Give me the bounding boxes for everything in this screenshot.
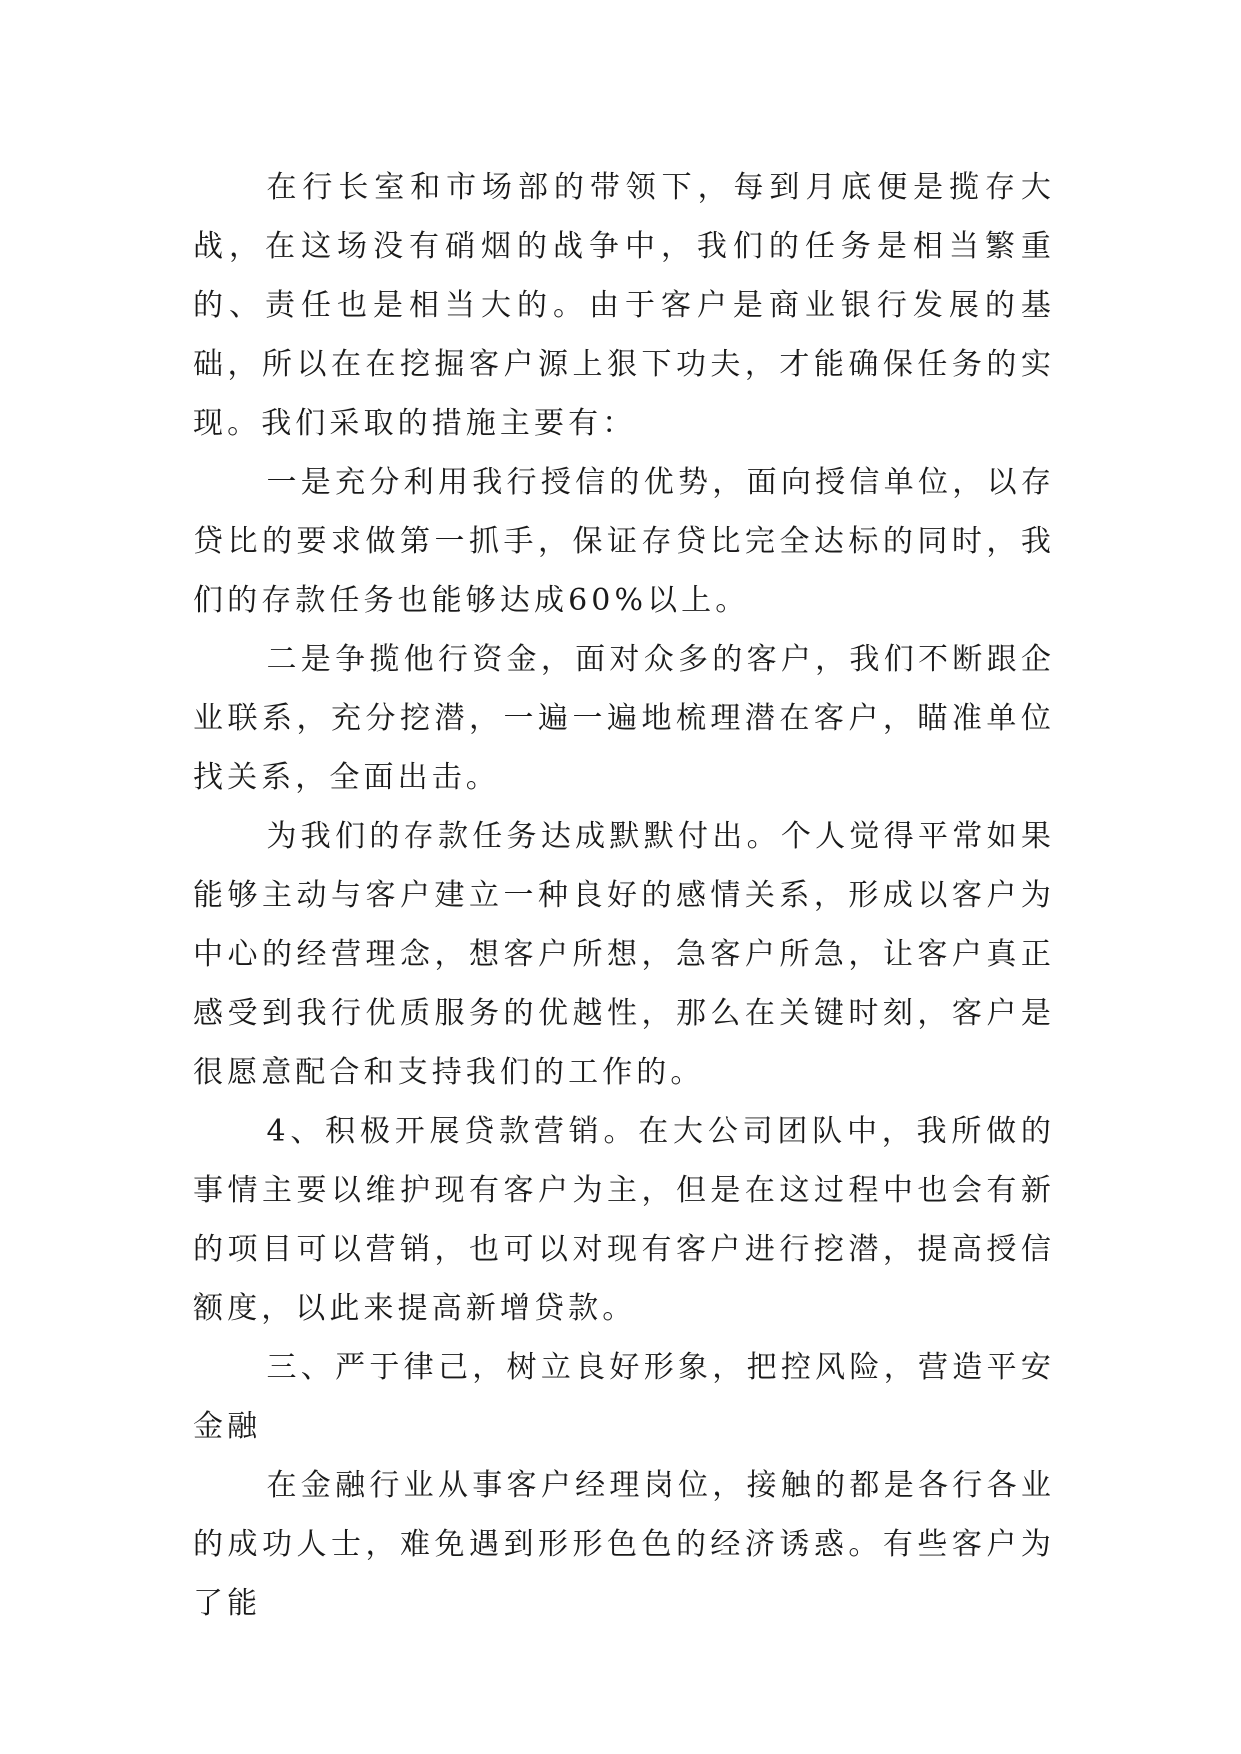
- paragraph-financial-temptation: 在金融行业从事客户经理岗位，接触的都是各行各业的成功人士，难免遇到形形色色的经济诱惑。有些客户为了能: [193, 1468, 1055, 1621]
- section-heading-self-discipline: 三、严于律己，树立良好形象，把控风险，营造平安金融: [193, 1350, 1055, 1444]
- paragraph-credit-advantage: 一是充分利用我行授信的优势，面向授信单位，以存贷比的要求做第一抓手，保证存贷比完全达标的同时，我们的存款任务也能够达成60%以上。: [193, 465, 1055, 618]
- paragraph-customer-relationship: 为我们的存款任务达成默默付出。个人觉得平常如果能够主动与客户建立一种良好的感情关系，形成以客户为中心的经营理念，想客户所想，急客户所急，让客户真正感受到我行优质服务的优越性，那么在关键时刻，客户是很愿意配合和支持我们的工作的。: [193, 819, 1055, 1090]
- paragraph-deposit-campaign: 在行长室和市场部的带领下，每到月底便是揽存大战，在这场没有硝烟的战争中，我们的任务是相当繁重的、责任也是相当大的。由于客户是商业银行发展的基础，所以在在挖掘客户源上狠下功夫，才能确保任务的实现。我们采取的措施主要有：: [193, 170, 1055, 441]
- paragraph-other-bank-funds: 二是争揽他行资金，面对众多的客户，我们不断跟企业联系，充分挖潜，一遍一遍地梳理潜在客户，瞄准单位找关系，全面出击。: [193, 642, 1055, 795]
- document-body: [193, 158, 1055, 1633]
- paragraph-loan-marketing: 4、积极开展贷款营销。在大公司团队中，我所做的事情主要以维护现有客户为主，但是在这过程中也会有新的项目可以营销，也可以对现有客户进行挖潜，提高授信额度，以此来提高新增贷款。: [193, 1114, 1055, 1326]
